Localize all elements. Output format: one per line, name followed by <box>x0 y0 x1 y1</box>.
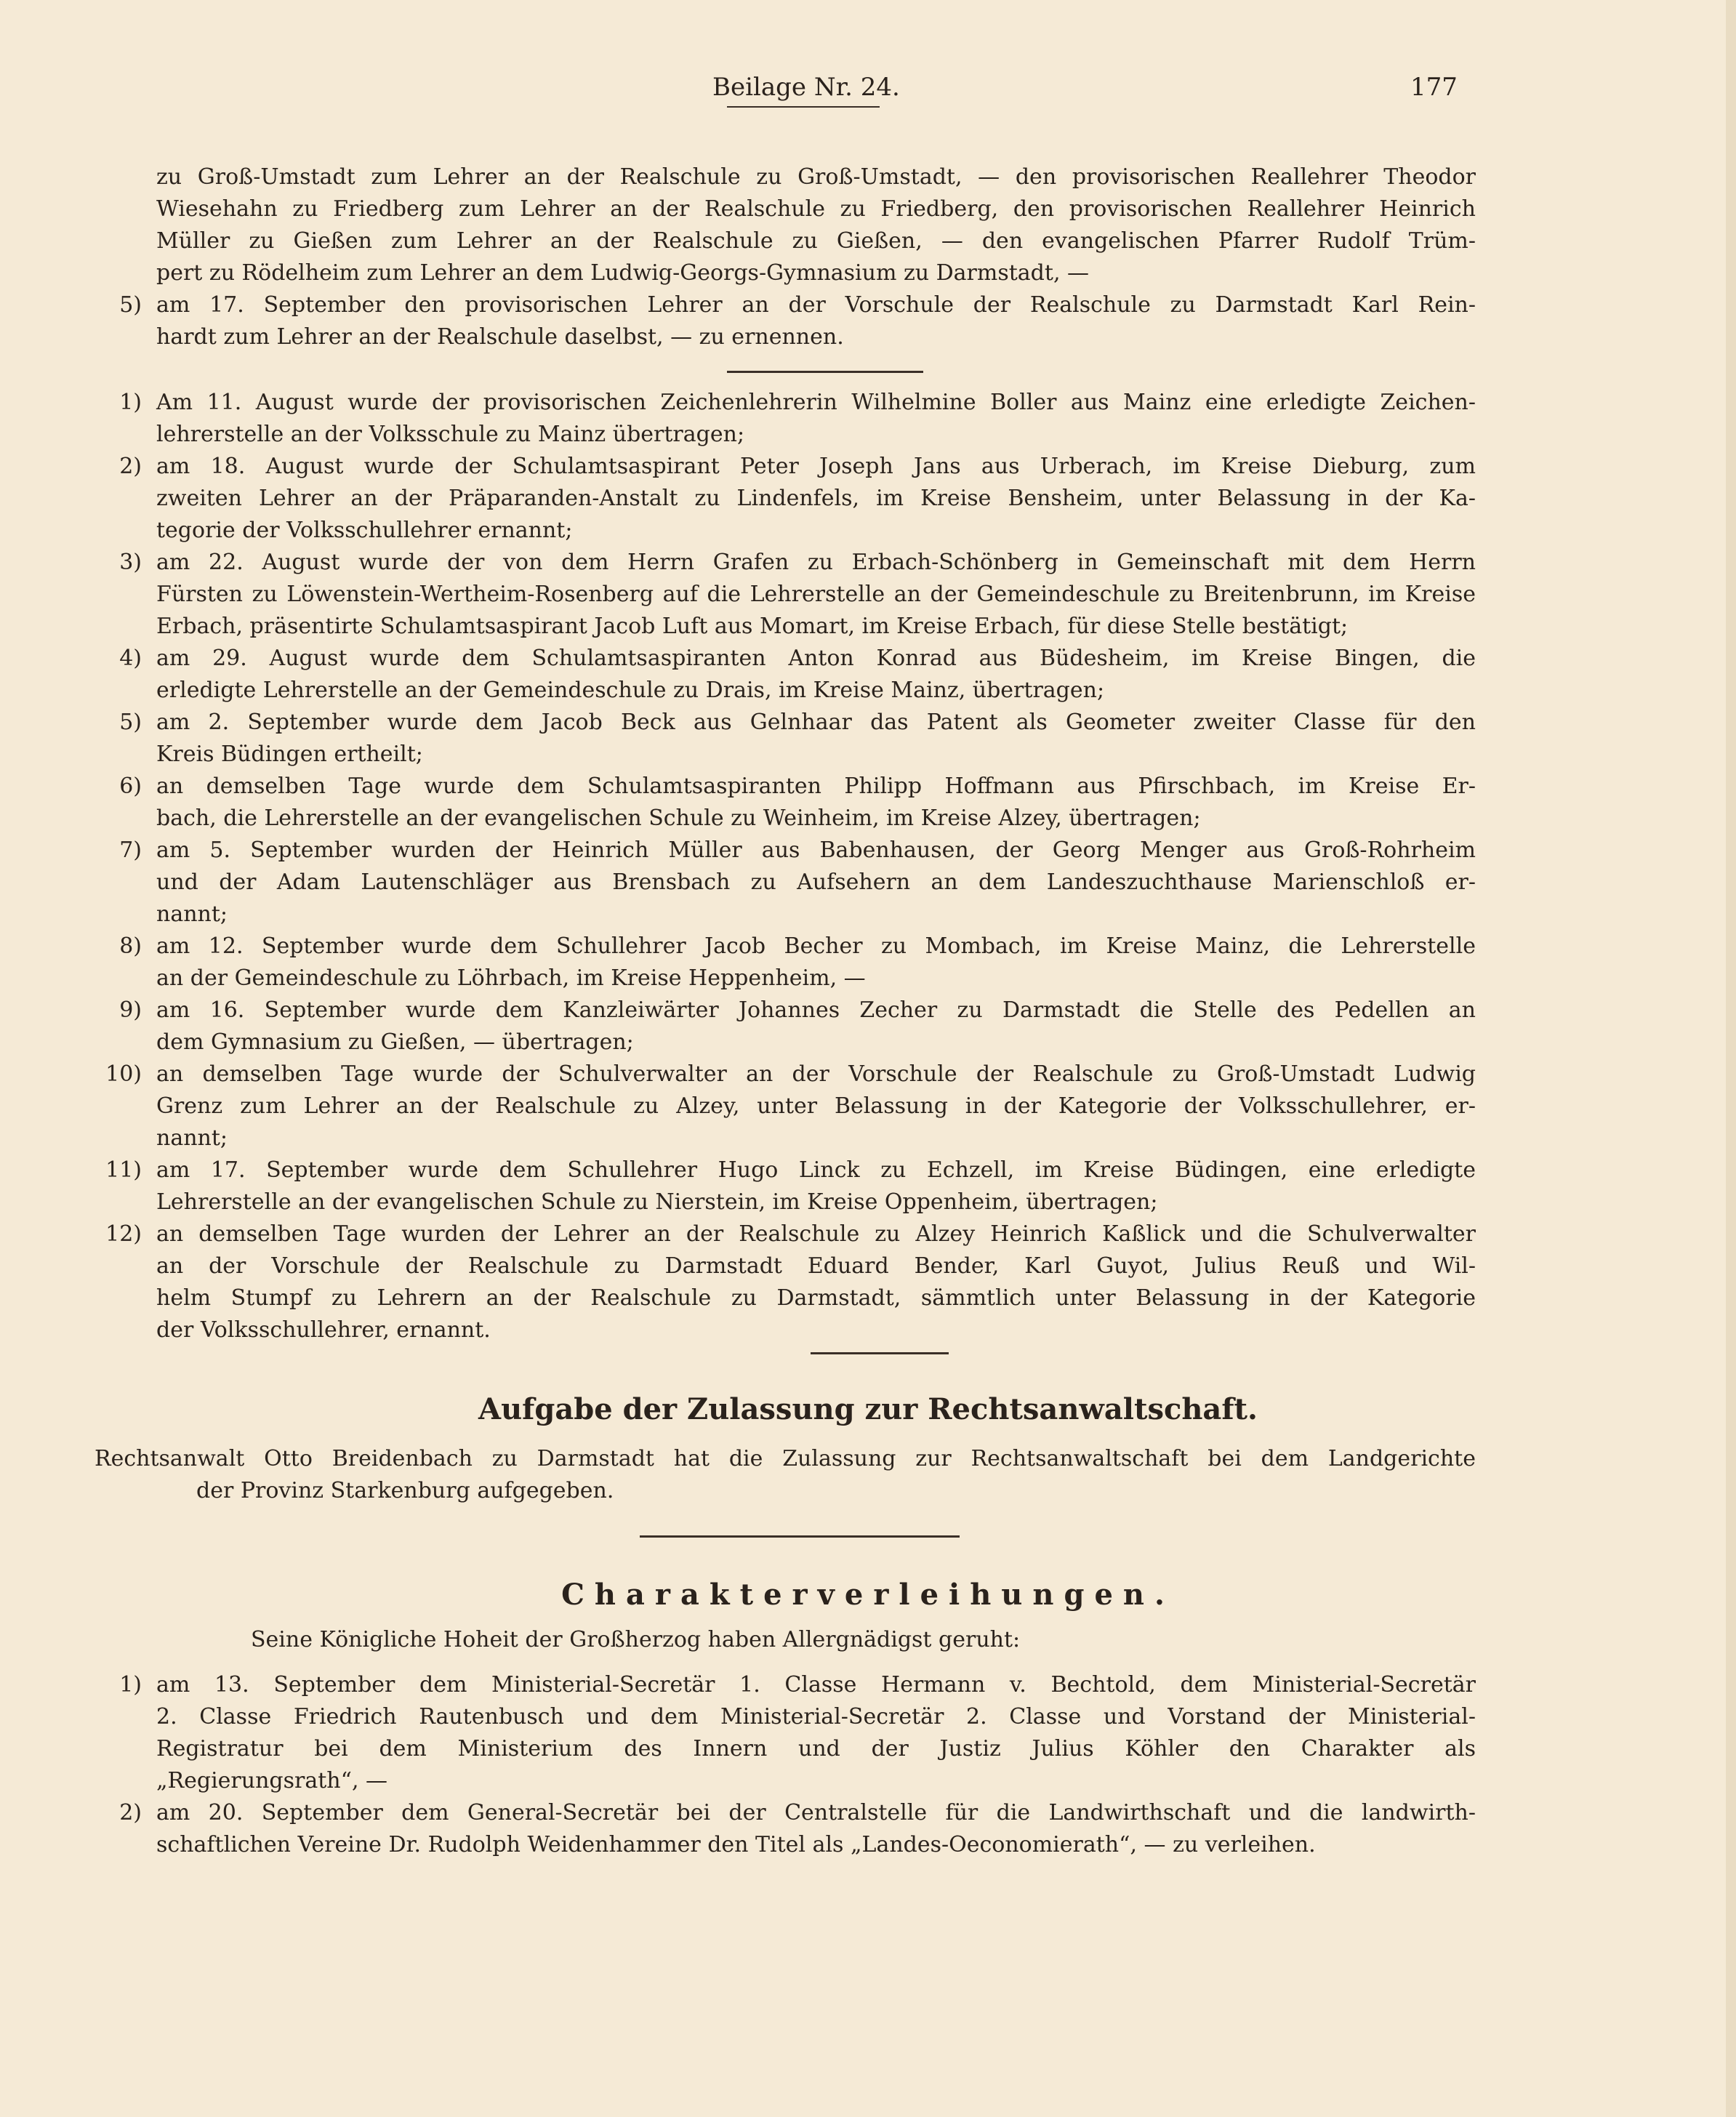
text-line: an der Vorschule der Realschule zu Darmstadt Eduard Bender, Karl Guyot, Julius Reuß und Wil- <box>156 1253 1476 1279</box>
text-line: nannt; <box>156 1125 228 1151</box>
list-item <box>119 771 1476 835</box>
titles-list <box>119 1669 1476 1861</box>
item-number: 12) <box>105 1221 142 1247</box>
list-item <box>105 1154 1476 1218</box>
text-line: Grenz zum Lehrer an der Realschule zu Alzey, unter Belassung in der Kategorie der Volksschullehrer, er- <box>156 1093 1476 1119</box>
text-line: am 17. September wurde dem Schullehrer Hugo Linck zu Echzell, im Kreise Büdingen, eine erledigte <box>156 1157 1476 1183</box>
heading-bar-admission: Aufgabe der Zulassung zur Rechtsanwaltschaft. <box>478 1392 1258 1426</box>
header-rule <box>727 106 880 108</box>
text-line: an demselben Tage wurde der Schulverwalter an der Vorschule der Realschule zu Groß-Umstadt Ludwig <box>156 1061 1476 1087</box>
section-divider <box>640 1535 960 1538</box>
text-line: dem Gymnasium zu Gießen, — übertragen; <box>156 1029 634 1055</box>
page-number: 177 <box>1410 73 1458 102</box>
item-number: 8) <box>119 933 142 959</box>
school-posts-list <box>105 387 1476 1346</box>
text-line: pert zu Rödelheim zum Lehrer an dem Ludwig-Georgs-Gymnasium zu Darmstadt, — <box>156 260 1090 286</box>
text-line: hardt zum Lehrer an der Realschule daselbst, — zu ernennen. <box>156 324 844 350</box>
text-line: Am 11. August wurde der provisorischen Zeichenlehrerin Wilhelmine Boller aus Mainz eine erledigte Zeichen- <box>156 390 1476 415</box>
heading-titles: Charakterverleihungen. <box>561 1578 1175 1612</box>
item-number: 11) <box>105 1157 142 1183</box>
text-line: Fürsten zu Löwenstein-Wertheim-Rosenberg auf die Lehrerstelle an der Gemeindeschule zu Breitenbrunn, im Kreise <box>156 582 1476 607</box>
page-header <box>0 73 1736 109</box>
item-number: 5) <box>119 710 142 735</box>
page-edge <box>1726 0 1736 2117</box>
header-title: Beilage Nr. 24. <box>712 73 900 102</box>
text-line: am 20. September dem General-Secretär bei der Centralstelle für die Landwirthschaft und die landwirth- <box>156 1800 1476 1825</box>
text-line: „Regierungsrath“, — <box>156 1768 388 1793</box>
text-line: am 2. September wurde dem Jacob Beck aus Gelnhaar das Patent als Geometer zweiter Classe für den <box>156 710 1476 735</box>
text-line: tegorie der Volksschullehrer ernannt; <box>156 518 573 543</box>
list-item <box>119 1669 1476 1797</box>
list-item <box>156 161 1476 289</box>
list-item <box>119 643 1476 707</box>
section-divider <box>727 371 923 373</box>
text-line: am 5. September wurden der Heinrich Müller aus Babenhausen, der Georg Menger aus Groß-Rohrheim <box>156 837 1476 863</box>
list-item <box>119 707 1476 771</box>
text-line: Müller zu Gießen zum Lehrer an der Realschule zu Gießen, — den evangelischen Pfarrer Rudolf Trüm- <box>156 228 1476 254</box>
text-line: helm Stumpf zu Lehrern an der Realschule zu Darmstadt, sämmtlich unter Belassung in der Kategorie <box>156 1285 1476 1311</box>
list-item <box>119 387 1476 451</box>
list-item <box>119 289 1476 353</box>
item-number: 10) <box>105 1061 142 1087</box>
text-line: Lehrerstelle an der evangelischen Schule zu Nierstein, im Kreise Oppenheim, übertragen; <box>156 1189 1158 1215</box>
text-line: 2. Classe Friedrich Rautenbusch und dem Ministerial-Secretär 2. Classe und Vorstand der Ministerial- <box>156 1704 1476 1730</box>
item-number: 4) <box>119 646 142 671</box>
bar-admission-paragraph <box>95 1443 1476 1507</box>
list-item <box>119 547 1476 643</box>
list-item <box>105 1218 1476 1346</box>
appointments-continuation <box>119 161 1476 353</box>
text-line: an demselben Tage wurden der Lehrer an der Realschule zu Alzey Heinrich Kaßlick und die Schulverwalter <box>156 1221 1476 1247</box>
item-number: 9) <box>119 997 142 1023</box>
text-line: schaftlichen Vereine Dr. Rudolph Weidenhammer den Titel als „Landes-Oeconomierath“, — zu verleihen. <box>156 1832 1316 1857</box>
list-item <box>119 931 1476 995</box>
text-line: Kreis Büdingen ertheilt; <box>156 742 423 767</box>
text-line: nannt; <box>156 901 228 927</box>
text-line: am 12. September wurde dem Schullehrer Jacob Becher zu Mombach, im Kreise Mainz, die Lehrerstelle <box>156 933 1476 959</box>
text-line: am 16. September wurde dem Kanzleiwärter Johannes Zecher zu Darmstadt die Stelle des Pedellen an <box>156 997 1476 1023</box>
item-number: 7) <box>119 837 142 863</box>
item-number: 1) <box>119 390 142 415</box>
text-line: am 22. August wurde der von dem Herrn Grafen zu Erbach-Schönberg in Gemeinschaft mit dem Herrn <box>156 550 1476 575</box>
text-line: der Volksschullehrer, ernannt. <box>156 1317 491 1343</box>
item-number: 5) <box>119 292 142 318</box>
text-line: zweiten Lehrer an der Präparanden-Anstalt zu Lindenfels, im Kreise Bensheim, unter Belassung in der Ka- <box>156 486 1476 511</box>
paragraph-line: der Provinz Starkenburg aufgegeben. <box>196 1478 614 1503</box>
text-line: am 17. September den provisorischen Lehrer an der Vorschule der Realschule zu Darmstadt Karl Rein- <box>156 292 1476 318</box>
list-item <box>119 995 1476 1058</box>
list-item <box>119 1797 1476 1861</box>
item-number: 6) <box>119 774 142 799</box>
text-line: Erbach, präsentirte Schulamtsaspirant Jacob Luft aus Momart, im Kreise Erbach, für diese Stelle bestätigt; <box>156 614 1349 639</box>
text-line: Wiesehahn zu Friedberg zum Lehrer an der Realschule zu Friedberg, den provisorischen Reallehrer Heinrich <box>156 196 1476 222</box>
item-number: 2) <box>119 1800 142 1825</box>
text-line: am 29. August wurde dem Schulamtsaspiranten Anton Konrad aus Büdesheim, im Kreise Bingen, die <box>156 646 1476 671</box>
list-item <box>105 1058 1476 1154</box>
text-line: bach, die Lehrerstelle an der evangelischen Schule zu Weinheim, im Kreise Alzey, übertragen; <box>156 806 1201 831</box>
text-line: Registratur bei dem Ministerium des Innern und der Justiz Julius Köhler den Charakter als <box>156 1736 1476 1762</box>
text-line: lehrerstelle an der Volksschule zu Mainz übertragen; <box>156 422 745 447</box>
text-line: zu Groß-Umstadt zum Lehrer an der Realschule zu Groß-Umstadt, — den provisorischen Reallehrer Theodor <box>156 164 1476 190</box>
item-number: 1) <box>119 1672 142 1698</box>
text-line: am 13. September dem Ministerial-Secretär 1. Classe Hermann v. Bechtold, dem Ministerial-Secretär <box>156 1672 1476 1698</box>
text-line: am 18. August wurde der Schulamtsaspirant Peter Joseph Jans aus Urberach, im Kreise Dieburg, zum <box>156 454 1476 479</box>
list-item <box>119 451 1476 547</box>
text-line: an der Gemeindeschule zu Löhrbach, im Kreise Heppenheim, — <box>156 965 866 991</box>
text-line: und der Adam Lautenschläger aus Brensbach zu Aufsehern an dem Landeszuchthause Marienschloß er- <box>156 869 1476 895</box>
titles-intro: Seine Königliche Hoheit der Großherzog haben Allergnädigst geruht: <box>251 1627 1021 1652</box>
paragraph-line: Rechtsanwalt Otto Breidenbach zu Darmstadt hat die Zulassung zur Rechtsanwaltschaft bei dem Landgerichte <box>95 1446 1476 1471</box>
text-line: an demselben Tage wurde dem Schulamtsaspiranten Philipp Hoffmann aus Pfirschbach, im Kreise Er- <box>156 774 1476 799</box>
item-number: 2) <box>119 454 142 479</box>
text-line: erledigte Lehrerstelle an der Gemeindeschule zu Drais, im Kreise Mainz, übertragen; <box>156 678 1105 703</box>
item-number: 3) <box>119 550 142 575</box>
section-divider <box>811 1352 949 1354</box>
list-item <box>119 835 1476 931</box>
